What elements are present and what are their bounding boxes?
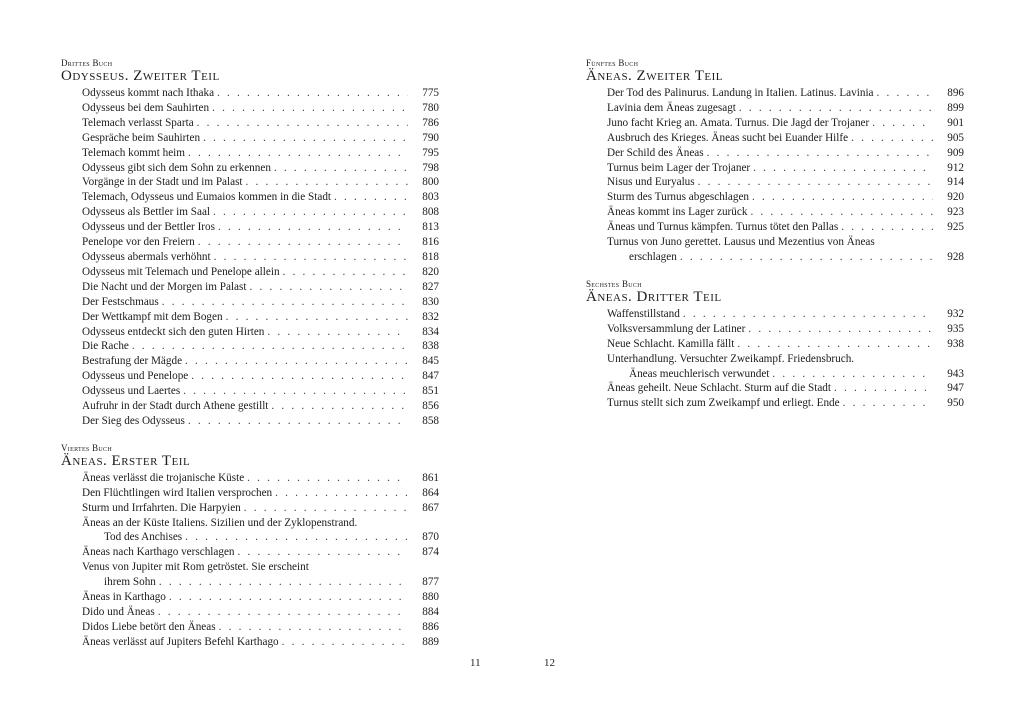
toc-entry: [586, 161, 964, 176]
dot-leader: [274, 161, 408, 176]
toc-entry-page: 838: [422, 340, 439, 353]
toc-entry-title: Volksversammlung der Latiner: [607, 322, 746, 335]
toc-entry-page: 925: [947, 221, 964, 234]
dot-leader: [772, 367, 933, 382]
toc-entry-title: Odysseus mit Telemach und Penelope allein: [82, 265, 280, 278]
toc-entry-row: [82, 501, 439, 516]
toc-entry: [61, 86, 439, 101]
toc-entry-page: 889: [422, 635, 439, 648]
toc-entry-page: 816: [422, 236, 439, 249]
toc-entry: [61, 590, 439, 605]
toc-entry-page: 905: [947, 131, 964, 144]
dot-leader: [877, 86, 933, 101]
toc-entry-title: Äneas verlässt auf Jupiters Befehl Karthago: [82, 635, 279, 648]
dot-leader: [247, 471, 408, 486]
toc-entry: [61, 310, 439, 325]
toc-entry: [61, 175, 439, 190]
toc-entry-row: [82, 399, 439, 414]
toc-entry: [61, 131, 439, 146]
dot-leader: [680, 250, 933, 265]
dot-leader: [218, 220, 408, 235]
dot-leader: [203, 131, 408, 146]
toc-entry-title: Tod des Anchises: [104, 531, 183, 544]
toc-entry-row: [607, 307, 964, 322]
toc-entry-page: 827: [422, 280, 439, 293]
toc-entry: [586, 307, 964, 322]
toc-entry-title: Turnus beim Lager der Trojaner: [607, 161, 751, 174]
toc-entry: [61, 220, 439, 235]
toc-entry-title: Der Festschmaus: [82, 295, 159, 308]
dot-leader: [683, 307, 933, 322]
toc-entry: [61, 205, 439, 220]
toc-entry-title: Sturm und Irrfahrten. Die Harpyien: [82, 501, 241, 514]
toc-entry-row: [82, 295, 439, 310]
toc-entry-row: [607, 161, 964, 176]
dot-leader: [198, 235, 408, 250]
toc-entry-title: Neue Schlacht. Kamilla fällt: [607, 337, 735, 350]
toc-entry-title: Der Sieg des Odysseus: [82, 414, 185, 427]
toc-entry: [61, 545, 439, 560]
toc-entry-row: [82, 101, 439, 116]
part-title: Äneas. Erster Teil: [61, 452, 191, 469]
toc-entry: [61, 516, 439, 546]
dot-leader: [183, 384, 408, 399]
toc-entry-row: [82, 175, 439, 190]
toc-entry-page: 861: [422, 471, 439, 484]
dot-leader: [212, 101, 408, 116]
toc-entry: [61, 501, 439, 516]
toc-entry-title: Odysseus entdeckt sich den guten Hirten: [82, 325, 265, 338]
dot-leader: [739, 101, 933, 116]
dot-leader: [834, 381, 933, 396]
toc-entry: [586, 131, 964, 146]
dot-leader: [169, 590, 408, 605]
toc-entry-page: 858: [422, 414, 439, 427]
toc-entry-title: Ausbruch des Krieges. Äneas sucht bei Euander Hilfe: [607, 131, 849, 144]
toc-entry: [586, 116, 964, 131]
toc-entry: [61, 605, 439, 620]
toc-entry-page: 920: [947, 191, 964, 204]
toc-entry-title: Telemach, Odysseus und Eumaios kommen in die Stadt: [82, 191, 332, 204]
toc-entry-row: [607, 337, 964, 352]
toc-entry-page: 780: [422, 101, 439, 114]
toc-entry-page: 830: [422, 295, 439, 308]
toc-entry: [61, 116, 439, 131]
toc-entry-row: [607, 396, 964, 411]
toc-entry-row: [607, 205, 964, 220]
toc-entry-page: 928: [947, 250, 964, 263]
toc-entry: [61, 325, 439, 340]
dot-leader: [841, 220, 933, 235]
toc-entry-page: 795: [422, 146, 439, 159]
toc-entry-title: Äneas in Karthago: [82, 591, 166, 604]
toc-entry: [61, 471, 439, 486]
toc-entry-title-first-line: Äneas an der Küste Italiens. Sizilien und der Zyklopenstrand.: [82, 516, 358, 529]
toc-entry-title: Bestrafung der Mägde: [82, 355, 183, 368]
page-number-right: 12: [544, 657, 555, 669]
toc-entry-row: [82, 635, 439, 650]
toc-entry-title: Telemach kommt heim: [82, 146, 185, 159]
dot-leader: [267, 325, 408, 340]
toc-entry-row: [607, 220, 964, 235]
toc-entry-row: [82, 265, 439, 280]
toc-entry: [586, 86, 964, 101]
section-gap: [586, 265, 964, 279]
toc-entry: [61, 620, 439, 635]
toc-entry-title: Telemach verlasst Sparta: [82, 116, 194, 129]
toc-entry-row: [607, 322, 964, 337]
toc-entry-row: [82, 220, 439, 235]
toc-entry-row: [82, 146, 439, 161]
dot-leader: [188, 414, 408, 429]
toc-entry-page: 950: [947, 397, 964, 410]
dot-leader: [271, 399, 408, 414]
right-page: [586, 58, 964, 411]
toc-entry-row: [607, 190, 964, 205]
dot-leader: [219, 620, 408, 635]
toc-entry-title: Äneas kommt ins Lager zurück: [607, 206, 748, 219]
toc-entry-page: 909: [947, 146, 964, 159]
dot-leader: [197, 116, 408, 131]
dot-leader: [217, 86, 408, 101]
toc-entry: [61, 101, 439, 116]
toc-entry-title: Odysseus und der Bettler Iros: [82, 221, 215, 234]
dot-leader: [698, 175, 933, 190]
toc-entry-page: 886: [422, 620, 439, 633]
dot-leader: [737, 337, 933, 352]
toc-entry-page: 808: [422, 206, 439, 219]
toc-entry-title: Äneas und Turnus kämpfen. Turnus tötet den Pallas: [607, 221, 839, 234]
dot-leader: [244, 501, 408, 516]
toc-entry-title: Der Schild des Äneas: [607, 146, 704, 159]
toc-entry-row: [607, 101, 964, 116]
dot-leader: [158, 605, 408, 620]
dot-leader: [246, 175, 408, 190]
toc-entry-title: Odysseus abermals verhöhnt: [82, 250, 211, 263]
dot-leader: [752, 190, 933, 205]
toc-entry-title: Äneas geheilt. Neue Schlacht. Sturm auf die Stadt: [607, 382, 832, 395]
toc-entry: [586, 205, 964, 220]
toc-entry-row: [607, 131, 964, 146]
toc-entry-row: [82, 545, 439, 560]
toc-entry-page: 845: [422, 355, 439, 368]
toc-entry-title: Nisus und Euryalus: [607, 176, 695, 189]
dot-leader: [188, 146, 408, 161]
toc-entry: [61, 146, 439, 161]
dot-leader: [872, 116, 933, 131]
toc-entry-title: Äneas nach Karthago verschlagen: [82, 546, 235, 559]
part-title: Äneas. Zweiter Teil: [586, 68, 724, 84]
toc-entry-page: 884: [422, 606, 439, 618]
toc-entry-title: Der Wettkampf mit dem Bogen: [82, 310, 223, 323]
toc-entry-row: [82, 325, 439, 340]
toc-entry-page: 864: [422, 486, 439, 499]
toc-entry-page: 914: [947, 176, 964, 189]
toc-entry-title: Turnus stellt sich zum Zweikampf und erliegt. Ende: [607, 397, 840, 410]
dot-leader: [191, 369, 408, 384]
toc-entry-page: 912: [947, 161, 964, 174]
part-title: Odysseus. Zweiter Teil: [61, 68, 220, 84]
toc-entry-title: Den Flüchtlingen wird Italien versprochen: [82, 486, 273, 499]
toc-entry-page: 896: [947, 87, 964, 99]
toc-entry-page: 947: [947, 382, 964, 395]
toc-entry-page: 800: [422, 176, 439, 189]
dot-leader: [162, 295, 408, 310]
toc-entry-title: Vorgänge in der Stadt und im Palast: [82, 176, 243, 189]
book-label: Drittes Buch: [61, 58, 113, 68]
toc-entry-title-first-line: Venus von Jupiter mit Rom getröstet. Sie erscheint: [82, 561, 309, 574]
toc-entry: [61, 369, 439, 384]
dot-leader: [750, 205, 933, 220]
toc-entry-page: 877: [422, 576, 439, 589]
toc-entry-row: [82, 310, 439, 325]
toc-entry-title: Penelope vor den Freiern: [82, 236, 195, 249]
toc-entry-row: [82, 131, 439, 146]
toc-entry-page: 856: [422, 400, 439, 413]
toc-entry-page: 813: [422, 221, 439, 234]
toc-entry: [586, 352, 964, 382]
toc-entry: [586, 175, 964, 190]
book-label: Viertes Buch: [61, 442, 112, 453]
toc-entry-page: 901: [947, 116, 964, 129]
toc-entry: [61, 295, 439, 310]
toc-entry-row: [607, 367, 964, 382]
dot-leader: [226, 310, 408, 325]
dot-leader: [334, 190, 408, 205]
toc-entry: [61, 384, 439, 399]
toc-entry-row: [607, 381, 964, 396]
toc-entry-row: [82, 161, 439, 176]
toc-entry-page: 880: [422, 591, 439, 604]
dot-leader: [185, 530, 408, 545]
toc-entry-page: 870: [422, 531, 439, 544]
toc-entry-title: erschlagen: [629, 250, 677, 263]
toc-entry-title-first-line: Turnus von Juno gerettet. Lausus und Mezentius von Äneas: [607, 236, 875, 249]
toc-entry: [586, 381, 964, 396]
toc-entry-row: [82, 86, 439, 101]
toc-entry: [61, 354, 439, 369]
toc-entry-title: Äneas meuchlerisch verwundet: [629, 367, 770, 380]
toc-entry-row: [607, 116, 964, 131]
page-number-left: 11: [470, 657, 481, 669]
toc-entry-title: Lavinia dem Äneas zugesagt: [607, 101, 736, 114]
toc-entry-title: ihrem Sohn: [104, 576, 156, 589]
toc-entry: [61, 339, 439, 354]
toc-entry: [586, 146, 964, 161]
toc-entry: [61, 250, 439, 265]
toc-entry-page: 798: [422, 161, 439, 174]
toc-entry-page: 775: [422, 87, 439, 99]
toc-entry-row: [82, 471, 439, 486]
dot-leader: [238, 545, 408, 560]
toc-entry: [586, 322, 964, 337]
toc-entry-row: [82, 354, 439, 369]
dot-leader: [851, 131, 933, 146]
toc-entry: [61, 161, 439, 176]
toc-entry-page: 932: [947, 307, 964, 320]
toc-entry-title: Äneas verlässt die trojanische Küste: [82, 471, 245, 484]
toc-entry-row: [82, 250, 439, 265]
toc-entry-title: Juno facht Krieg an. Amata. Turnus. Die Jagd der Trojaner: [607, 116, 870, 129]
toc-entry-title: Gespräche beim Sauhirten: [82, 131, 201, 144]
toc-entry-row: [82, 530, 439, 545]
toc-entry-page: 938: [947, 337, 964, 350]
toc-entry: [586, 101, 964, 116]
toc-entry-page: 803: [422, 191, 439, 204]
toc-entry: [61, 414, 439, 429]
toc-entry-row: [82, 575, 439, 590]
toc-entry-title: Odysseus und Laertes: [82, 385, 181, 398]
toc-entry: [61, 399, 439, 414]
toc-entry-row: [82, 486, 439, 501]
toc-entry: [61, 265, 439, 280]
toc-entry-title: Aufruhr in der Stadt durch Athene gestillt: [82, 400, 269, 413]
toc-entry-title: Didos Liebe betört den Äneas: [82, 620, 216, 633]
toc-entry-row: [82, 590, 439, 605]
toc-entry-row: [82, 384, 439, 399]
toc-entry: [61, 235, 439, 250]
toc-entry-page: 851: [422, 385, 439, 398]
dot-leader: [748, 322, 933, 337]
book-label: Sechstes Buch: [586, 278, 642, 289]
dot-leader: [283, 265, 408, 280]
dot-leader: [214, 250, 408, 265]
toc-entry-page: 899: [947, 101, 964, 114]
toc-entry-row: [82, 280, 439, 295]
toc-entry-row: [607, 86, 964, 101]
toc-entry: [586, 337, 964, 352]
toc-entry-row: [82, 205, 439, 220]
toc-entry: [61, 280, 439, 295]
dot-leader: [707, 146, 933, 161]
toc-entry-page: 923: [947, 206, 964, 219]
toc-entry-row: [82, 116, 439, 131]
toc-entry-page: 867: [422, 501, 439, 514]
dot-leader: [132, 339, 408, 354]
toc-entry-row: [82, 190, 439, 205]
toc-entry: [61, 635, 439, 650]
left-page: [61, 58, 439, 650]
toc-entry-page: 834: [422, 325, 439, 338]
dot-leader: [249, 280, 408, 295]
toc-entry: [61, 190, 439, 205]
toc-entry-page: 874: [422, 546, 439, 559]
toc-entry-page: 820: [422, 265, 439, 278]
toc-entry-title: Odysseus bei dem Sauhirten: [82, 101, 210, 114]
dot-leader: [843, 396, 933, 411]
toc-entry-page: 832: [422, 310, 439, 323]
toc-entry-title: Odysseus kommt nach Ithaka: [82, 87, 215, 99]
toc-entry: [61, 560, 439, 590]
toc-entry-title: Odysseus und Penelope: [82, 370, 189, 383]
toc-entry-page: 943: [947, 367, 964, 380]
toc-entry-row: [82, 339, 439, 354]
toc-entry-row: [607, 175, 964, 190]
toc-entry-title: Die Nacht und der Morgen im Palast: [82, 280, 247, 293]
toc-entry-row: [82, 605, 439, 620]
toc-entry-title: Der Tod des Palinurus. Landung in Italien. Latinus. Lavinia: [607, 87, 874, 99]
toc-entry: [586, 190, 964, 205]
dot-leader: [159, 575, 408, 590]
toc-entry-page: 786: [422, 116, 439, 129]
toc-entry-title: Odysseus als Bettler im Saal: [82, 206, 211, 219]
toc-entry-row: [82, 369, 439, 384]
toc-entry-page: 935: [947, 322, 964, 335]
toc-entry-row: [607, 250, 964, 265]
toc-entry-page: 790: [422, 131, 439, 144]
toc-entry: [586, 235, 964, 265]
toc-entry-row: [82, 620, 439, 635]
dot-leader: [753, 161, 933, 176]
dot-leader: [213, 205, 408, 220]
toc-entry-title: Die Rache: [82, 340, 129, 353]
toc-entry-title: Waffenstillstand: [607, 307, 680, 320]
toc-entry-title: Dido und Äneas: [82, 606, 155, 618]
dot-leader: [282, 635, 408, 650]
part-title: Äneas. Dritter Teil: [586, 288, 722, 305]
section-gap: [61, 429, 439, 443]
toc-entry-row: [607, 146, 964, 161]
toc-entry: [61, 486, 439, 501]
toc-entry-page: 818: [422, 250, 439, 263]
toc-entry-title: Odysseus gibt sich dem Sohn zu erkennen: [82, 161, 271, 174]
toc-entry-row: [82, 414, 439, 429]
toc-entry-title-first-line: Unterhandlung. Versuchter Zweikampf. Friedensbruch.: [607, 352, 855, 365]
toc-entry-title: Sturm des Turnus abgeschlagen: [607, 191, 750, 204]
dot-leader: [275, 486, 408, 501]
toc-entry: [586, 396, 964, 411]
toc-entry: [586, 220, 964, 235]
toc-entry-row: [82, 235, 439, 250]
toc-entry-page: 847: [422, 370, 439, 383]
book-label: Fünftes Buch: [586, 58, 639, 68]
dot-leader: [185, 354, 408, 369]
